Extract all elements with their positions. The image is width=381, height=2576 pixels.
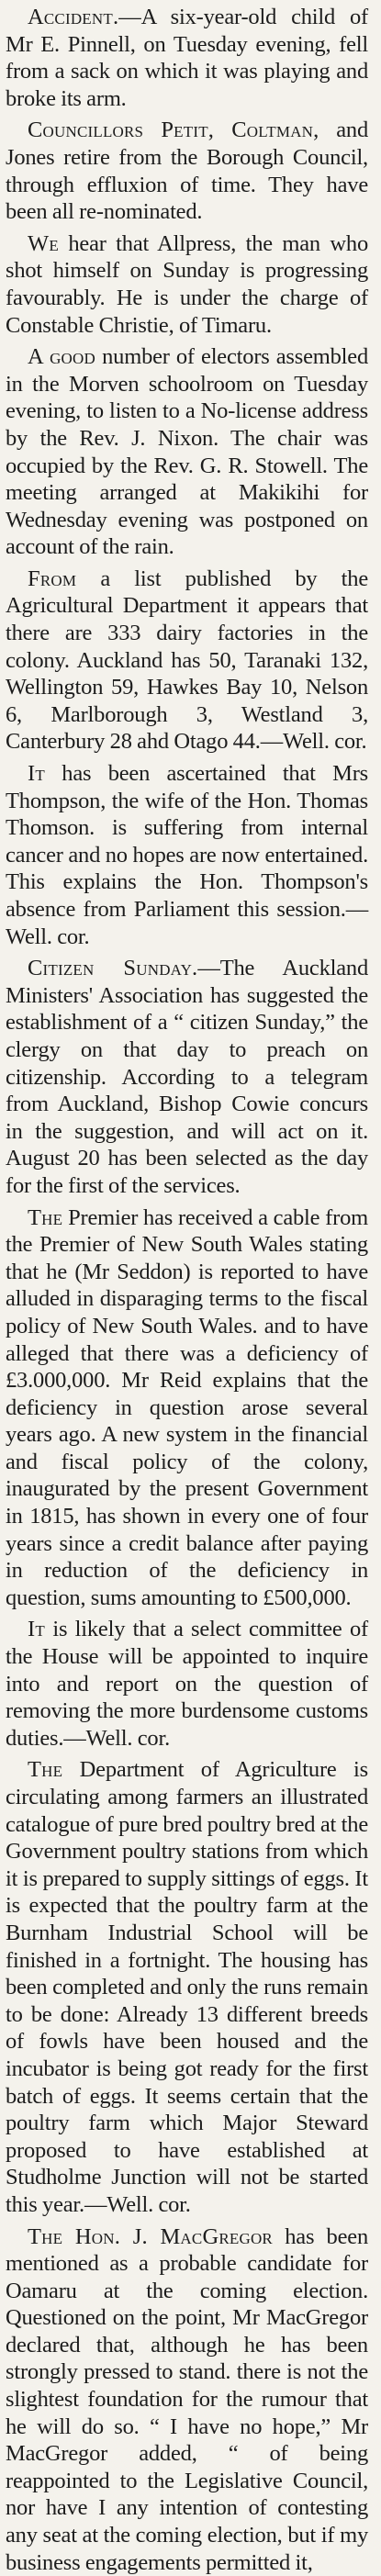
paragraph-lead: The Hon. J. MacGregor <box>28 2224 273 2249</box>
paragraph-premier-cable <box>6 1204 368 1612</box>
paragraph-text: a list published by the Agricultural Department it appears that there are 333 dairy factories in the colony. Auckland has 50, Taranaki 132, Wellington 59, Hawkes Bay 10, Nelson 6, Marlborough 3, Westland 3, Canterbury 28 ahd Otago 44.—Well. cor. <box>6 566 368 755</box>
paragraph-dairy-factories <box>6 566 368 756</box>
paragraph-lead: It <box>28 1617 45 1641</box>
paragraph-mrs-thompson <box>6 760 368 950</box>
paragraph-lead: A good <box>28 344 95 369</box>
paragraph-text: and Jones retire from the Borough Council, through effluxion of time. They have been all re-nominated. <box>6 118 368 224</box>
paragraph-select-committee <box>6 1616 368 1752</box>
paragraph-lead: Citizen Sunday. <box>28 956 197 980</box>
paragraph-accident <box>6 4 368 112</box>
paragraph-text: —The Auckland Ministers' Association has suggested the establishment of a “ citizen Sunday,” the clergy on that day to preach on citizenship. According to a telegram from Auckland, Bishop Cowie concurs in the suggestion, and will act on it. August 20 has been selected as the day for the first of the services. <box>6 956 368 1198</box>
paragraph-lead: Councillors Petit, Coltman, <box>28 118 319 142</box>
paragraph-councillors <box>6 117 368 225</box>
paragraph-lead: It <box>28 761 45 786</box>
paragraph-text: hear that Allpress, the man who shot himself on Sunday is progressing favourably. He is under the charge of Constable Christie, of Timaru. <box>6 231 368 338</box>
paragraph-text: —A six-year-old child of Mr E. Pinnell, on Tuesday evening, fell from a sack on which it was playing and broke its arm. <box>6 5 368 111</box>
paragraph-allpress <box>6 230 368 339</box>
paragraph-text: has been mentioned as a probable candidate for Oamaru at the coming election. Questioned on the point, Mr MacGregor declared that, although he has been strongly pressed to stand. there is not the slightest foundation for the rumour that he will do so. “ I have no hope,” Mr MacGregor added, “ of being reappointed to the Legislative Council, nor have I any intention of contesting any seat at the coming election, but if my business engagements permitted it, <box>6 2224 368 2575</box>
paragraph-lead: The <box>28 1205 62 1230</box>
paragraph-text: has been ascertained that Mrs Thompson, the wife of the Hon. Thomas Thomson. is suffering from internal cancer and no hopes are now entertained. This explains the Hon. Thompson's absence from Parliament this session.—Well. cor. <box>6 761 368 949</box>
paragraph-morven-meeting <box>6 343 368 561</box>
paragraph-lead: Accident. <box>28 5 118 29</box>
paragraph-lead: We <box>28 231 59 256</box>
paragraph-lead: From <box>28 566 76 591</box>
paragraph-citizen-sunday <box>6 955 368 1199</box>
paragraph-text: Department of Agriculture is circulating among farmers an illustrated catalogue of pure bred poultry bred at the Government poultry stations from which it is prepared to supply sittings of eggs. It is expected that the poultry farm at the Burnham Industrial School will be finished in a fortnight. The housing has been completed and only the runs remain to be done: Already 13 different breeds of fowls have been housed and the incubator is being got ready for the first batch of eggs. It seems certain that the poultry farm which Major Steward proposed to have established at Studholme Junction will not be started this year.—Well. cor. <box>6 1757 368 2217</box>
paragraph-lead: The <box>28 1757 62 1782</box>
paragraph-text: Premier has received a cable from the Premier of New South Wales stating that he (Mr Seddon) is reported to have alluded in disparaging terms to the fiscal policy of New South Wales. and to have alleged that there was a deficiency of £3.000,000. Mr Reid explains that the deficiency in question arose several years ago. A new system in the financial and fiscal policy of the colony, inaugurated by the present Government in 1815, has shown in every one of four years since a credit balance after paying in reduction of the deficiency in question, sums amounting to £500,000. <box>6 1205 368 1610</box>
paragraph-macgregor <box>6 2223 368 2576</box>
paragraph-text: is likely that a select committee of the House will be appointed to inquire into and report on the question of removing the more burdensome customs duties.—Well. cor. <box>6 1617 368 1750</box>
paragraph-poultry <box>6 1756 368 2218</box>
paragraph-text: number of electors assembled in the Morven schoolroom on Tuesday evening, to listen to a No-license address by the Rev. J. Nixon. The chair was occupied by the Rev. G. R. Stowell. The meeting arranged at Makikihi for Wednesday evening was postponed on account of the rain. <box>6 344 368 559</box>
